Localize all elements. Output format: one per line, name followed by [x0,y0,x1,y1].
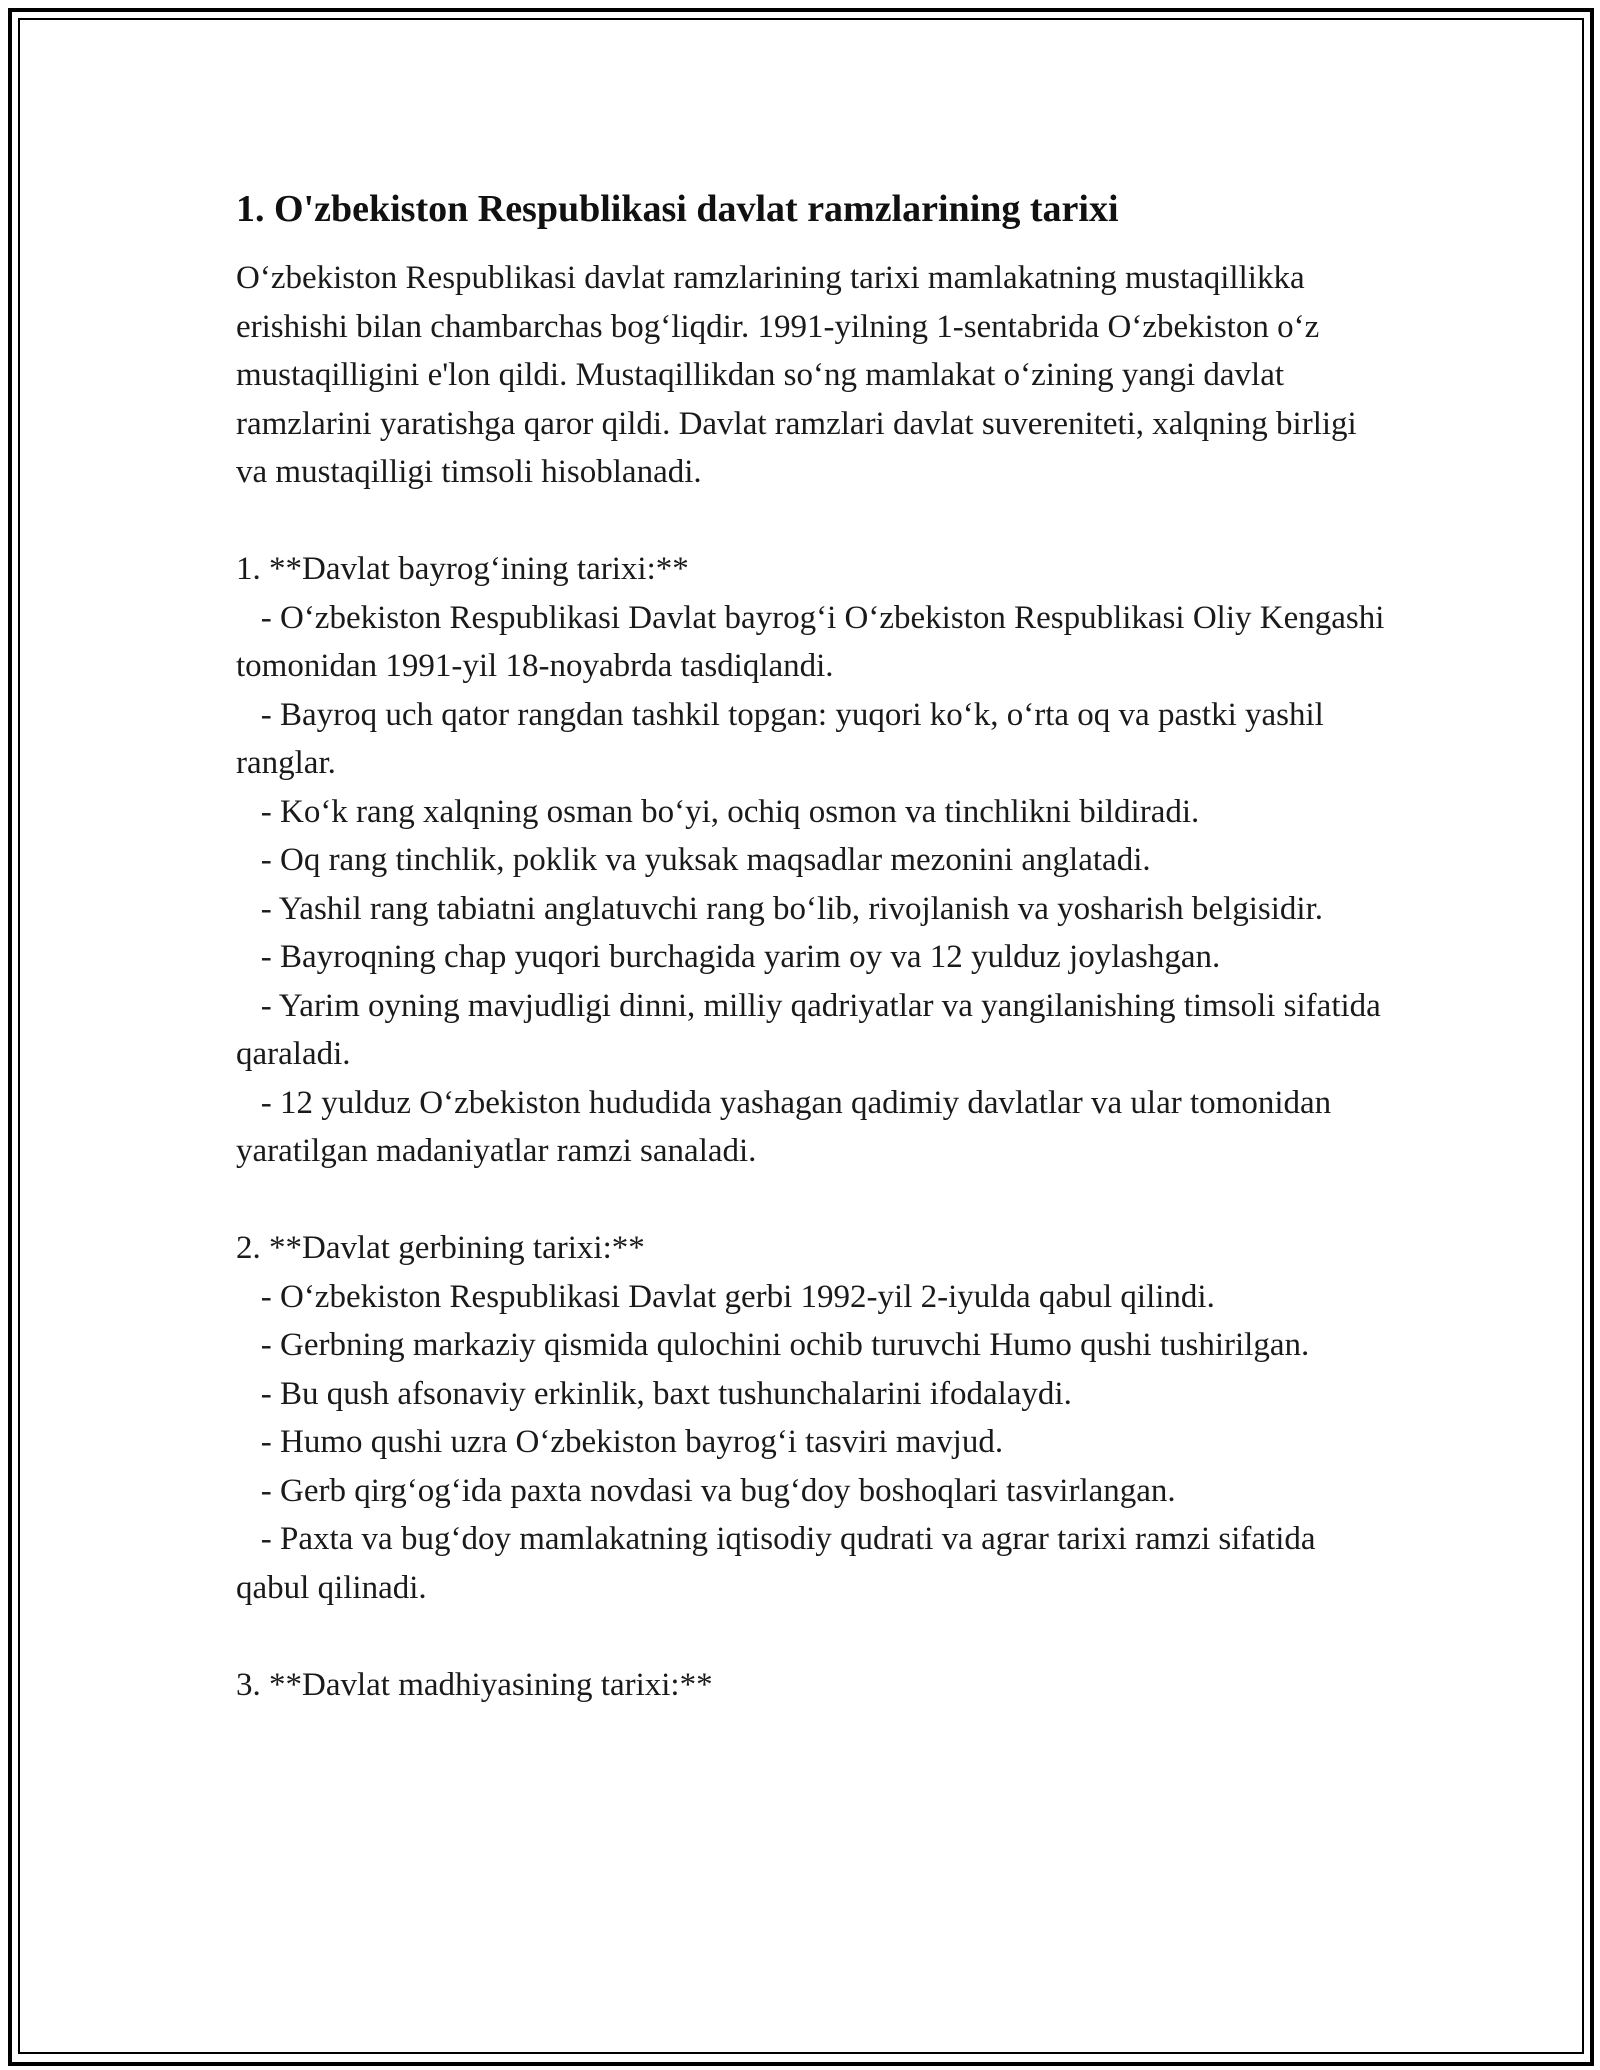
section-heading: 1. **Davlat bayrog‘ining tarixi:** [236,551,689,587]
section-anthem [236,1661,1386,1710]
list-item: - Yarim oyning mavjudligi dinni, milliy qadriyatlar va yangilanishing timsoli sifatida qaraladi. [236,987,1390,1072]
spacer [236,497,1386,546]
section-heading: 3. **Davlat madhiyasining tarixi:** [236,1666,713,1703]
spacer [236,1612,1386,1661]
list-item: - Bu qush afsonaviy erkinlik, baxt tushunchalarini ifodalaydi. [236,1375,1072,1412]
intro-paragraph: O‘zbekiston Respublikasi davlat ramzlarining tarixi mamlakatning mustaqillikka erishishi bilan chambarchas bog‘liqdir. 1991-yilning 1-sentabrida O‘zbekiston o‘z mustaqilligini e'lon qildi. Mustaqillikdan so‘ng mamlakat o‘zining yangi davlat ramzlarini yaratishga qaror qildi. Davlat ramzlari davlat suvereniteti, xalqning birligi va mustaqilligi timsoli hisoblanadi. [236,260,1357,490]
list-item: - Oq rang tinchlik, poklik va yuksak maqsadlar mezonini anglatadi. [236,842,1151,878]
list-item: - Humo qushi uzra O‘zbekiston bayrog‘i tasviri mavjud. [236,1424,1004,1460]
list-item: - Ko‘k rang xalqning osman bo‘yi, ochiq osmon va tinchlikni bildiradi. [236,793,1200,830]
document-body [236,184,1393,1709]
list-item: - 12 yulduz O‘zbekiston hududida yashagan qadimiy davlatlar va ular tomonidan yaratilgan madaniyatlar ramzi sanaladi. [236,1084,1340,1169]
section-heading: 2. **Davlat gerbining tarixi:** [236,1230,645,1266]
list-item: - O‘zbekiston Respublikasi Davlat bayrog‘i O‘zbekiston Respublikasi Oliy Kengashi tomonidan 1991-yil 18-noyabrda tasdiqlandi. [236,599,1393,684]
list-item: - Gerb qirg‘og‘ida paxta novdasi va bug‘doy boshoqlari tasvirlangan. [236,1472,1176,1509]
section-flag [236,545,1393,1176]
spacer [236,1176,1386,1225]
section-emblem [236,1224,1386,1612]
document-title: 1. O'zbekiston Respublikasi davlat ramzlarining tarixi [236,188,1119,230]
list-item: - Yashil rang tabiatni anglatuvchi rang bo‘lib, rivojlanish va yosharish belgisidir. [236,890,1324,927]
list-item: - Gerbning markaziy qismida qulochini ochib turuvchi Humo qushi tushirilgan. [236,1327,1310,1363]
list-item: - O‘zbekiston Respublikasi Davlat gerbi 1992-yil 2-iyulda qabul qilindi. [236,1278,1215,1315]
list-item: - Bayroqning chap yuqori burchagida yarim oy va 12 yulduz joylashgan. [236,939,1221,975]
list-item: - Bayroq uch qator rangdan tashkil topgan: yuqori ko‘k, o‘rta oq va pastki yashil ranglar. [236,696,1333,781]
list-item: - Paxta va bug‘doy mamlakatning iqtisodiy qudrati va agrar tarixi ramzi sifatida qabul qilinadi. [236,1521,1324,1606]
